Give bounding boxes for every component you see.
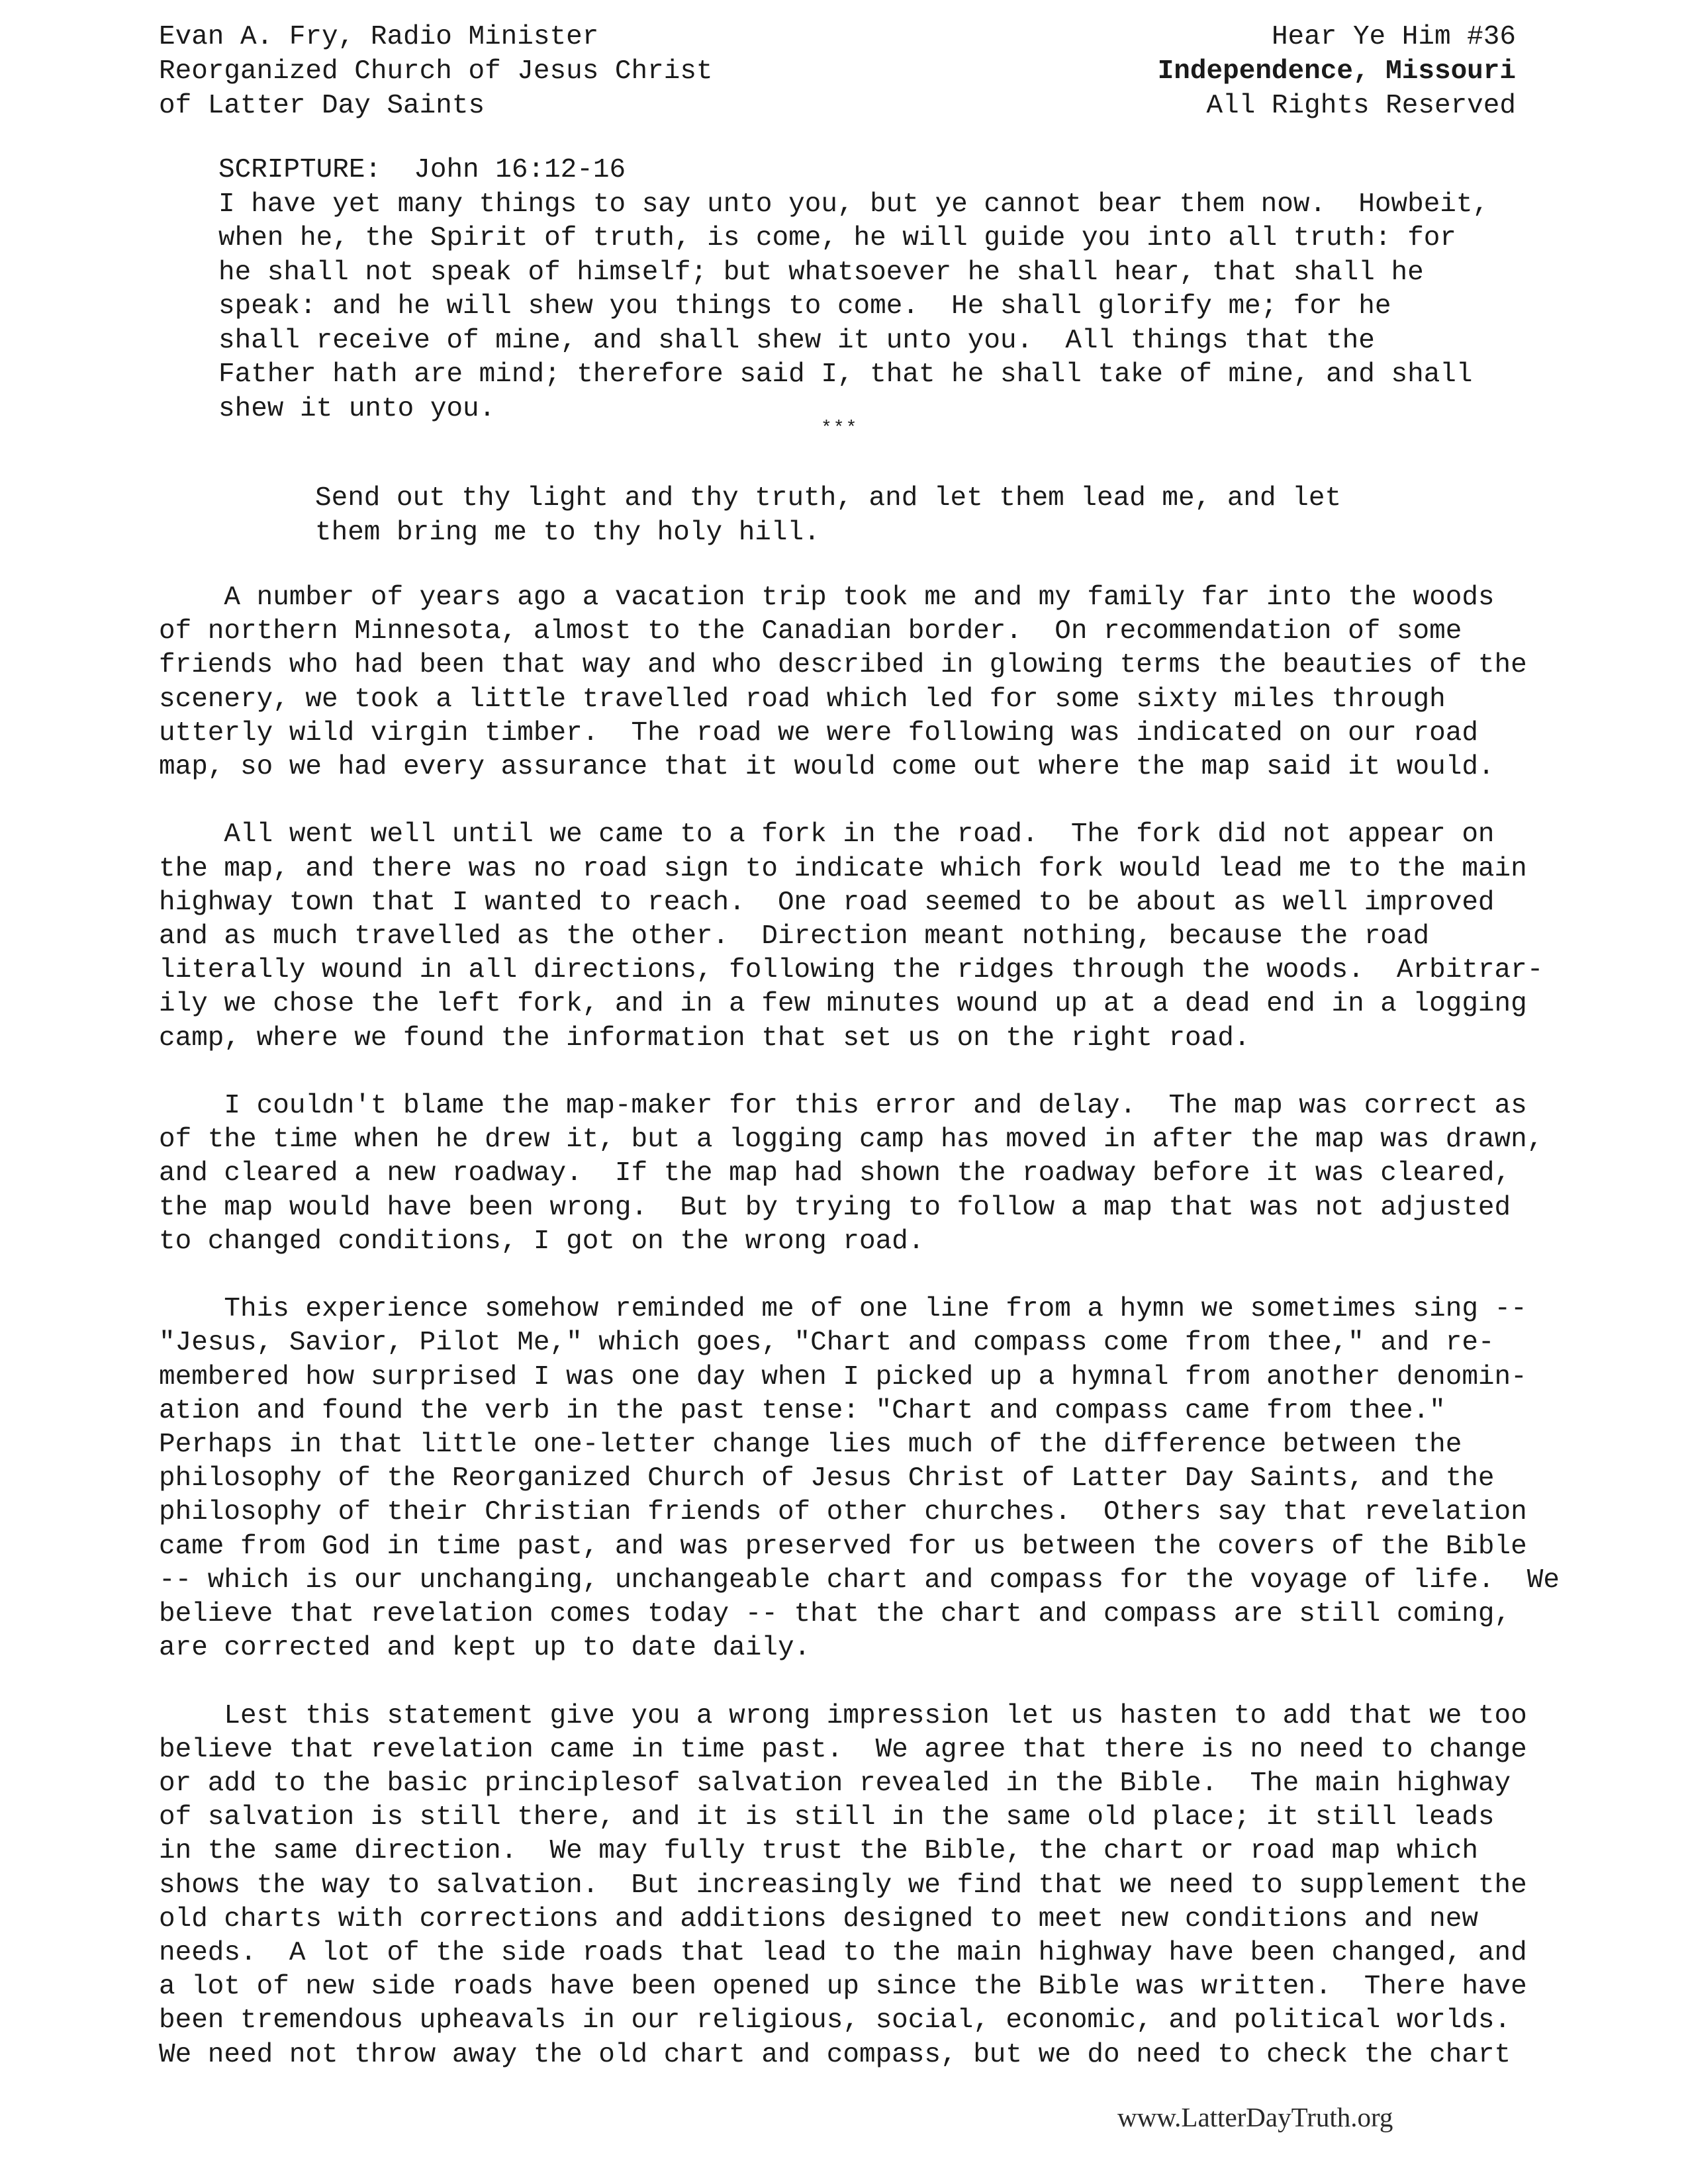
body-line: A number of years ago a vacation trip took me and my family far into the woods xyxy=(159,582,1495,613)
body-line: scenery, we took a little travelled road which led for some sixty miles through xyxy=(159,684,1446,715)
sermon-body xyxy=(159,581,1560,2072)
author-line: Evan A. Fry, Radio Minister xyxy=(159,22,599,52)
body-line: literally wound in all directions, following the ridges through the woods. Arbitrar- xyxy=(159,955,1544,986)
author-block xyxy=(159,20,713,123)
scripture-line: he shall not speak of himself; but whatsoever he shall hear, that shall he xyxy=(218,257,1424,288)
body-line: We need not throw away the old chart and compass, but we do need to check the chart xyxy=(159,2039,1511,2070)
body-line: map, so we had every assurance that it would come out where the map said it would. xyxy=(159,752,1495,783)
body-line: philosophy of their Christian friends of other churches. Others say that revelation xyxy=(159,1497,1527,1528)
body-line: to changed conditions, I got on the wrong road. xyxy=(159,1226,925,1257)
body-paragraph xyxy=(159,1089,1549,1259)
body-line: been tremendous upheavals in our religious, social, economic, and political worlds. xyxy=(159,2005,1511,2036)
body-line: ily we chose the left fork, and in a few minutes wound up at a dead end in a logging xyxy=(159,989,1527,1020)
body-line: the map would have been wrong. But by trying to follow a map that was not adjusted xyxy=(159,1192,1511,1223)
body-line: Perhaps in that little one-letter change lies much of the difference between the xyxy=(159,1430,1462,1461)
scripture-line: shall receive of mine, and shall shew it unto you. All things that the xyxy=(218,325,1375,356)
body-line: believe that revelation came in time past. We agree that there is no need to change xyxy=(159,1734,1527,1765)
body-line: in the same direction. We may fully trust the Bible, the chart or road map which xyxy=(159,1836,1478,1867)
body-line: believe that revelation comes today -- that the chart and compass are still coming, xyxy=(159,1599,1511,1630)
scripture-reference: SCRIPTURE: John 16:12-16 xyxy=(218,155,626,185)
body-line: old charts with corrections and additions designed to meet new conditions and new xyxy=(159,1903,1478,1934)
body-line: highway town that I wanted to reach. One road seemed to be about as well improved xyxy=(159,887,1495,918)
body-line: a lot of new side roads have been opened up since the Bible was written. There have xyxy=(159,1972,1527,2003)
body-line: philosophy of the Reorganized Church of Jesus Christ of Latter Day Saints, and the xyxy=(159,1463,1495,1494)
body-line: and as much travelled as the other. Direction meant nothing, because the road xyxy=(159,921,1430,952)
scripture-line: speak: and he will shew you things to come. He shall glorify me; for he xyxy=(218,291,1391,322)
body-line: utterly wild virgin timber. The road we were following was indicated on our road xyxy=(159,717,1478,749)
body-line: friends who had been that way and who described in glowing terms the beauties of the xyxy=(159,650,1527,681)
section-separator: *** xyxy=(821,418,859,439)
body-paragraph xyxy=(159,1293,1560,1665)
church-line: Reorganized Church of Jesus Christ xyxy=(159,56,713,87)
body-line: I couldn't blame the map-maker for this error and delay. The map was correct as xyxy=(159,1091,1527,1122)
body-line: -- which is our unchanging, unchangeable chart and compass for the voyage of life. We xyxy=(159,1565,1560,1596)
scripture-line: Father hath are mind; therefore said I, that he shall take of mine, and shall xyxy=(218,359,1473,390)
church-line-2: of Latter Day Saints xyxy=(159,91,485,121)
body-paragraph xyxy=(159,1700,1549,2072)
prayer-block xyxy=(315,482,1341,550)
body-line: of the time when he drew it, but a logging camp has moved in after the map was drawn, xyxy=(159,1124,1544,1156)
scripture-line: shew it unto you. xyxy=(218,393,496,424)
body-paragraph xyxy=(159,818,1549,1055)
body-line: ation and found the verb in the past tense: "Chart and compass came from thee." xyxy=(159,1395,1446,1426)
body-line: "Jesus, Savior, Pilot Me," which goes, "Chart and compass come from thee," and re- xyxy=(159,1328,1495,1359)
sermon-number: Hear Ye Him #36 xyxy=(1271,22,1516,52)
body-paragraph xyxy=(159,581,1549,784)
rights-notice: All Rights Reserved xyxy=(1206,91,1516,121)
body-line: shows the way to salvation. But increasingly we find that we need to supplement the xyxy=(159,1870,1527,1901)
prayer-line: Send out thy light and thy truth, and let them lead me, and let xyxy=(315,483,1342,514)
scripture-block xyxy=(218,154,1489,426)
body-line: This experience somehow reminded me of one line from a hymn we sometimes sing -- xyxy=(159,1294,1527,1325)
body-line: membered how surprised I was one day when I picked up a hymnal from another denomin- xyxy=(159,1361,1527,1392)
prayer-line: them bring me to thy holy hill. xyxy=(315,517,820,548)
location: Independence, Missouri xyxy=(1157,56,1516,87)
body-line: of salvation is still there, and it is still in the same old place; it still leads xyxy=(159,1802,1495,1833)
body-line: the map, and there was no road sign to indicate which fork would lead me to the main xyxy=(159,853,1527,884)
scripture-line: I have yet many things to say unto you, but ye cannot bear them now. Howbeit, xyxy=(218,189,1489,220)
scripture-line: when he, the Spirit of truth, is come, he will guide you into all truth: for xyxy=(218,223,1456,253)
body-line: camp, where we found the information that set us on the right road. xyxy=(159,1023,1250,1054)
body-line: needs. A lot of the side roads that lead to the main highway have been changed, and xyxy=(159,1938,1527,1969)
body-line: are corrected and kept up to date daily. xyxy=(159,1633,811,1664)
sermon-info-block xyxy=(1158,20,1516,123)
body-line: of northern Minnesota, almost to the Canadian border. On recommendation of some xyxy=(159,616,1462,647)
body-line: All went well until we came to a fork in the road. The fork did not appear on xyxy=(159,819,1495,850)
footer-url: www.LatterDayTruth.org xyxy=(1117,2102,1393,2132)
body-line: Lest this statement give you a wrong impression let us hasten to add that we too xyxy=(159,1700,1527,1731)
body-line: or add to the basic principlesof salvation revealed in the Bible. The main highway xyxy=(159,1768,1511,1799)
body-line: came from God in time past, and was preserved for us between the covers of the Bible xyxy=(159,1531,1527,1562)
body-line: and cleared a new roadway. If the map had shown the roadway before it was cleared, xyxy=(159,1158,1511,1189)
